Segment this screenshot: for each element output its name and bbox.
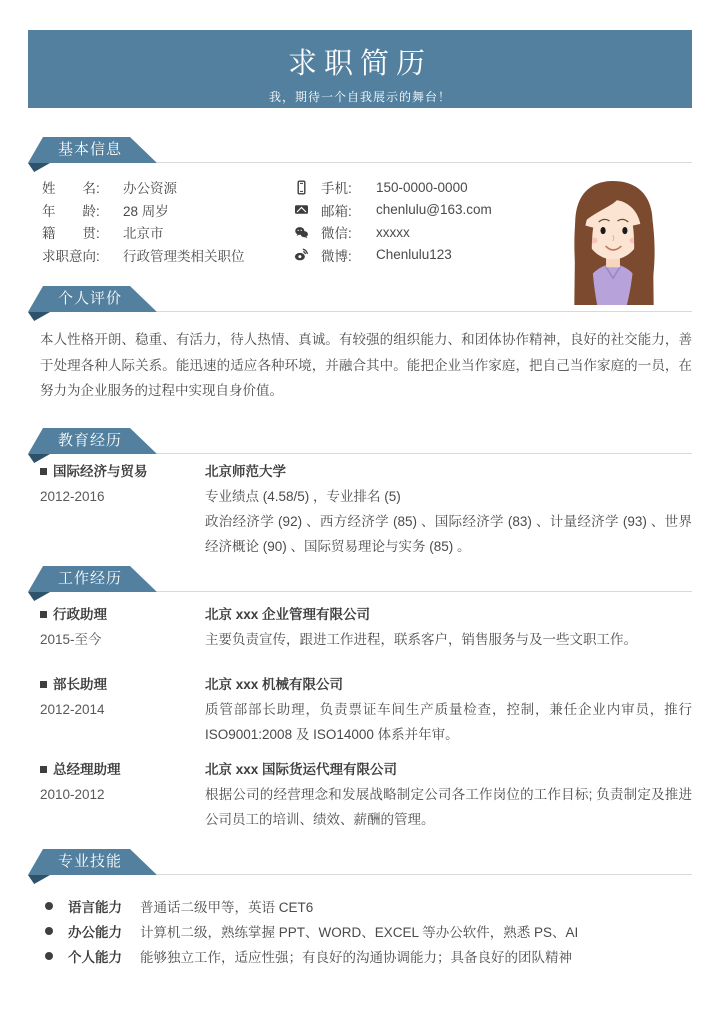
contact-value: xxxxx — [376, 224, 410, 240]
work-entry-left — [40, 672, 205, 747]
work-period: 2010-2012 — [40, 787, 105, 802]
contact-label: 微信: — [321, 226, 352, 242]
field-row-age — [42, 199, 294, 222]
section-header-evaluation — [28, 286, 692, 322]
education-entry-right — [205, 459, 692, 559]
work-title — [40, 602, 205, 627]
field-value: 行政管理类相关职位 — [123, 248, 245, 264]
square-bullet — [40, 468, 47, 475]
section-divider — [157, 874, 692, 875]
field-row-objective — [42, 244, 294, 267]
basic-info-block — [42, 176, 492, 266]
contact-row-weibo — [294, 244, 492, 267]
skill-row-personal — [45, 943, 695, 968]
work-company: 北京 xxx 国际货运代理有限公司 — [205, 762, 398, 777]
ribbon-fold — [28, 163, 50, 172]
contact-label: 手机: — [321, 181, 352, 197]
square-bullet — [40, 766, 47, 773]
basic-info-right-column — [294, 176, 492, 266]
field-label: 籍 贯: — [42, 226, 100, 242]
contact-label: 微博: — [321, 248, 352, 264]
work-entry-right — [205, 757, 692, 832]
contact-label: 邮箱: — [321, 203, 352, 219]
education-detail: 政治经济学 (92) 、西方经济学 (85) 、国际经济学 (83) 、计量经济学 (93) 、世界经济概论 (90) 、国际贸易理论与实务 (85) 。 — [205, 514, 692, 554]
contact-row-email — [294, 199, 492, 222]
work-description: 主要负责宣传，跟进工作进程，联系客户，销售服务与及一些文职工作。 — [205, 632, 637, 647]
section-divider — [157, 162, 692, 163]
field-label: 求职意向: — [42, 248, 100, 264]
work-title — [40, 757, 205, 782]
field-label: 姓 名: — [42, 181, 100, 197]
field-row-hometown — [42, 221, 294, 244]
section-title: 个人评价 — [58, 290, 123, 307]
work-description: 根据公司的经营理念和发展战略制定公司各工作岗位的工作目标; 负责制定及推进公司员工的培训、绩效、薪酬的管理。 — [205, 787, 692, 827]
ribbon-fold — [28, 312, 50, 321]
work-company: 北京 xxx 机械有限公司 — [205, 677, 344, 692]
field-value: 北京市 — [123, 226, 164, 242]
weibo-icon — [294, 247, 309, 262]
skill-label: 办公能力 — [68, 924, 122, 940]
work-period: 2012-2014 — [40, 702, 105, 717]
skill-value: 能够独立工作，适应性强；有良好的沟通协调能力；具备良好的团队精神 — [140, 949, 572, 965]
education-entry-left — [40, 459, 205, 559]
field-label: 年 龄: — [42, 203, 100, 219]
resume-title: 求职简历 — [287, 48, 432, 80]
contact-row-wechat — [294, 221, 492, 244]
contact-value: 150-0000-0000 — [376, 179, 468, 195]
field-value: 办公资源 — [123, 181, 177, 197]
section-title: 专业技能 — [58, 853, 123, 870]
education-detail: 专业绩点 (4.58/5) ，专业排名 (5) — [205, 489, 401, 504]
section-header-skills — [28, 849, 692, 885]
header-band — [28, 30, 692, 108]
work-entry — [40, 757, 692, 832]
education-entry — [40, 459, 692, 559]
work-company: 北京 xxx 企业管理有限公司 — [205, 607, 371, 622]
work-title-label: 部长助理 — [53, 677, 107, 692]
circle-bullet — [45, 927, 53, 935]
ribbon-fold — [28, 592, 50, 601]
contact-value: chenlulu@163.com — [376, 202, 492, 218]
contact-value: Chenlulu123 — [376, 247, 452, 263]
skill-label: 语言能力 — [68, 899, 122, 915]
work-entry-right — [205, 672, 692, 747]
wechat-icon — [294, 225, 309, 240]
section-divider — [157, 453, 692, 454]
skill-label: 个人能力 — [68, 949, 122, 965]
field-row-name — [42, 176, 294, 199]
work-entry-left — [40, 757, 205, 832]
circle-bullet — [45, 902, 53, 910]
evaluation-paragraph: 本人性格开朗、稳重、有活力，待人热情、真诚。有较强的组织能力、和团体协作精神，良好的社交能力，善于处理各种人际关系。能迅速的适应各种环境，并融合其中。能把企业当作家庭，把自己当作家庭的一员，在努力为企业服务的过程中实现自身价值。 — [40, 332, 692, 398]
resume-subtitle: 我，期待一个自我展示的舞台！ — [268, 90, 451, 104]
contact-row-phone — [294, 176, 492, 199]
section-header-basic-info — [28, 137, 692, 173]
phone-icon — [294, 180, 309, 195]
education-major — [40, 459, 205, 484]
skills-list — [45, 893, 695, 968]
section-divider — [157, 311, 692, 312]
basic-info-left-column — [42, 176, 294, 266]
ribbon-fold — [28, 875, 50, 884]
work-entry-left — [40, 602, 205, 652]
work-entry-right — [205, 602, 692, 652]
field-value: 28 周岁 — [123, 203, 169, 219]
square-bullet — [40, 611, 47, 618]
section-title: 基本信息 — [58, 141, 123, 158]
education-major-label: 国际经济与贸易 — [53, 464, 148, 479]
work-entry — [40, 672, 692, 747]
education-period: 2012-2016 — [40, 489, 105, 504]
education-school: 北京师范大学 — [205, 464, 286, 479]
section-divider — [157, 591, 692, 592]
circle-bullet — [45, 952, 53, 960]
section-title: 教育经历 — [58, 432, 123, 449]
work-title-label: 行政助理 — [53, 607, 107, 622]
skill-row-language — [45, 893, 695, 918]
work-title-label: 总经理助理 — [53, 762, 121, 777]
skill-value: 计算机二级，熟练掌握 PPT、WORD、EXCEL 等办公软件，熟悉 PS、AI — [140, 924, 579, 940]
work-period: 2015-至今 — [40, 632, 102, 647]
work-entry — [40, 602, 692, 652]
section-header-work — [28, 566, 692, 602]
work-title — [40, 672, 205, 697]
mail-icon — [294, 202, 309, 217]
work-description: 质管部部长助理，负责票证车间生产质量检查，控制，兼任企业内审员，推行 ISO9001:2008 及 ISO14000 体系并年审。 — [205, 702, 692, 742]
skill-value: 普通话二级甲等，英语 CET6 — [140, 899, 314, 915]
skill-row-office — [45, 918, 695, 943]
square-bullet — [40, 681, 47, 688]
section-title: 工作经历 — [58, 570, 123, 587]
